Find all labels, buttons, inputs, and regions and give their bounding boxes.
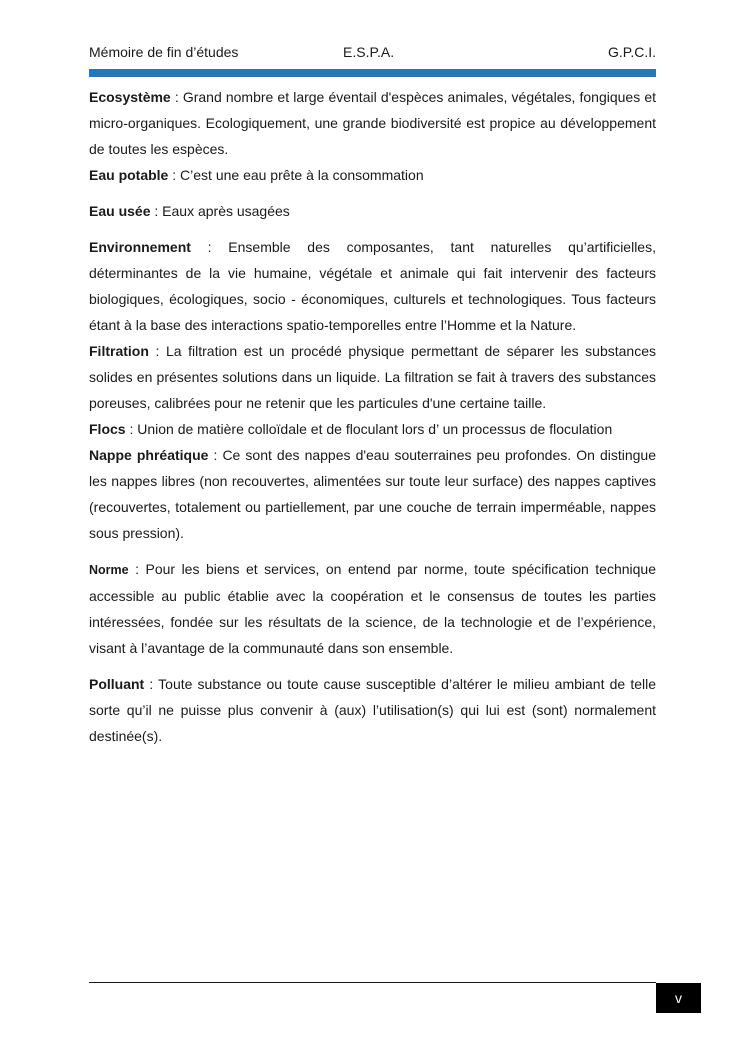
glossary-entry-nappe-phreatique: [89, 442, 656, 546]
page-header: [89, 44, 656, 64]
glossary-term: Norme: [89, 563, 129, 577]
glossary-term: Flocs: [89, 421, 126, 437]
page-number: v: [656, 983, 701, 1013]
glossary-term: Polluant: [89, 676, 145, 692]
glossary-term: Ecosystème: [89, 89, 171, 105]
glossary-entry-eau-usee: [89, 198, 656, 224]
glossary-definition: : C’est une eau prête à la consommation: [168, 167, 424, 183]
glossary-term: Eau potable: [89, 167, 169, 183]
glossary-definition: : Union de matière colloïdale et de floculant lors d’ un processus de floculation: [125, 421, 613, 437]
glossary-entry-filtration: [89, 338, 656, 416]
header-left-text: Mémoire de fin d’études: [89, 44, 239, 60]
glossary-term: Eau usée: [89, 203, 151, 219]
glossary-definition: : Eaux après usagées: [150, 203, 290, 219]
glossary-entry-norme: [89, 556, 656, 661]
glossary-term: Environnement: [89, 239, 191, 255]
glossary-definition: : La filtration est un procédé physique permettant de séparer les substances solides en présentes solutions dans un liquide. La filtration se fait à travers des substances poreuses, calibrées pour ne retenir que les particules d'une certaine taille.: [89, 343, 656, 411]
glossary-definition: : Ce sont des nappes d'eau souterraines peu profondes. On distingue les nappes libres (non recouvertes, alimentées sur toute leur surface) des nappes captives (recouvertes, totalement ou partiellement, par une couche de terrain imperméable, nappes sous pression).: [89, 447, 656, 541]
footer-divider-line: [89, 982, 656, 983]
glossary-entry-eau-potable: [89, 162, 656, 188]
glossary-term: Nappe phréatique: [89, 447, 209, 463]
glossary-content: [89, 84, 656, 749]
glossary-entry-polluant: [89, 671, 656, 749]
glossary-definition: : Pour les biens et services, on entend par norme, toute spécification technique accessible au public établie avec la coopération et le consensus de toutes les parties intéressées, fondée sur les résultats de la science, de la technologie et de l’expérience, visant à l’avantage de la communauté dans son ensemble.: [89, 561, 656, 656]
glossary-definition: : Toute substance ou toute cause susceptible d’altérer le milieu ambiant de telle sorte qu’il ne puisse plus convenir à (aux) l’utilisation(s) qui lui est (sont) normalement destinée(s).: [89, 676, 656, 744]
glossary-entry-environnement: [89, 234, 656, 338]
glossary-definition: : Grand nombre et large éventail d'espèces animales, végétales, fongiques et micro-organiques. Ecologiquement, une grande biodiversité est propice au développement de toutes les espèces.: [89, 89, 656, 157]
glossary-entry-ecosysteme: [89, 84, 656, 162]
glossary-definition: : Ensemble des composantes, tant naturelles qu’artificielles, déterminantes de la vie humaine, végétale et animale qui fait intervenir des facteurs biologiques, écologiques, socio - économiques, culturels et technologiques. Tous facteurs étant à la base des interactions spatio-temporelles entre l’Homme et la Nature.: [89, 239, 656, 333]
header-right-text: G.P.C.I.: [608, 44, 656, 60]
glossary-entry-flocs: [89, 416, 656, 442]
header-divider-bar: [89, 69, 656, 77]
header-center-text: E.S.P.A.: [343, 44, 395, 60]
glossary-term: Filtration: [89, 343, 149, 359]
